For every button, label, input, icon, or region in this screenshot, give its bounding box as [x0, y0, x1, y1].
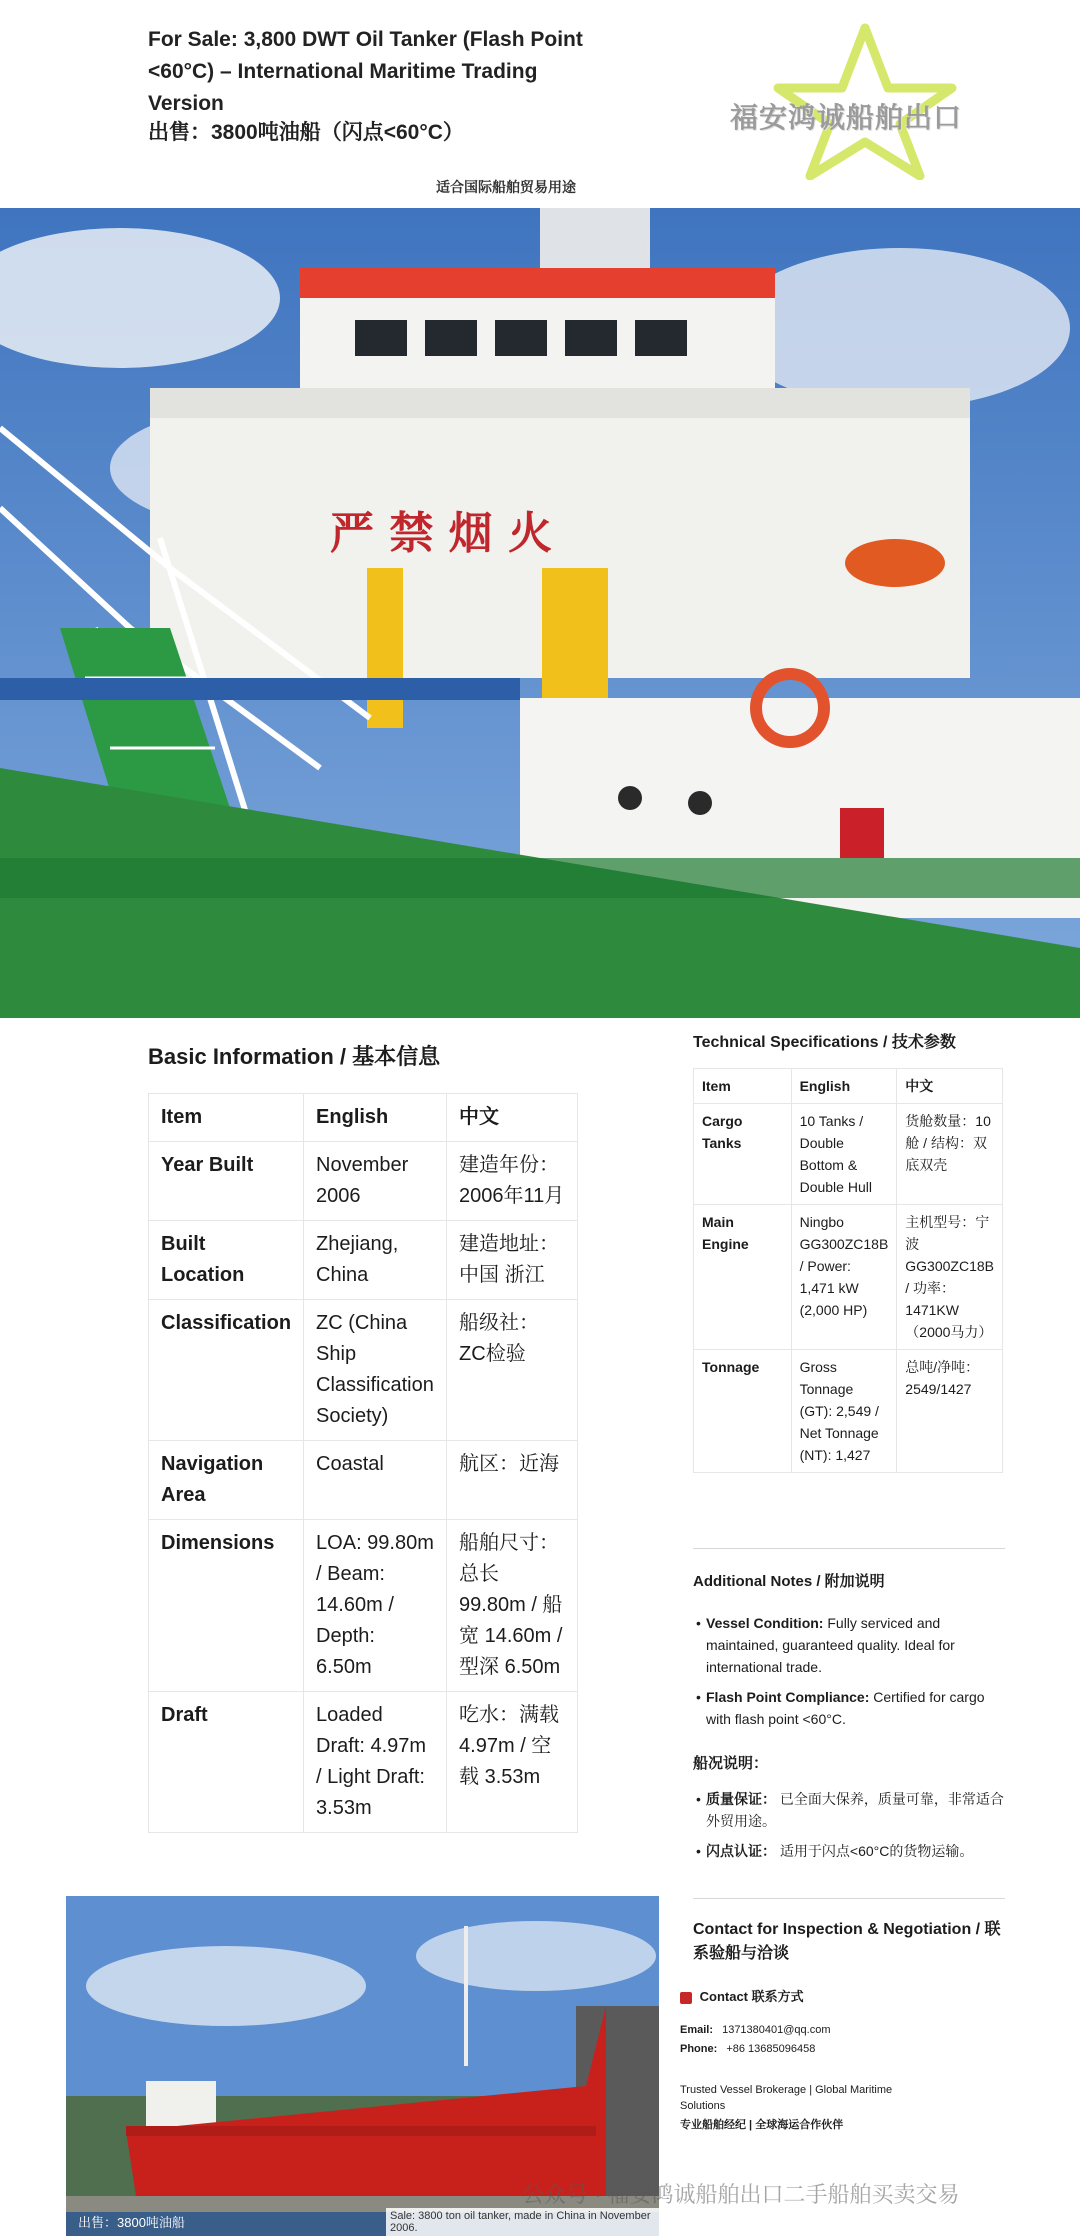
- tech-specs-heading: Technical Specifications / 技术参数: [693, 1034, 956, 1051]
- row-chinese: 总吨/净吨：2549/1427: [897, 1350, 1003, 1473]
- table-row: [149, 1142, 578, 1221]
- listing-subtitle: 适合国际船舶贸易用途: [436, 179, 576, 195]
- basic-info-heading: Basic Information / 基本信息: [148, 1044, 441, 1069]
- email-link[interactable]: 1371380401@qq.com: [722, 2024, 831, 2036]
- bullet-icon: •: [696, 1615, 701, 1631]
- table-row: [149, 1221, 578, 1300]
- row-item: Draft: [149, 1692, 304, 1833]
- table-header-row: [694, 1069, 1003, 1104]
- email-line: [680, 2024, 831, 2036]
- column-header: 中文: [897, 1069, 1003, 1104]
- contact-card-icon: [680, 1992, 692, 2004]
- row-chinese: 船舶尺寸：总长 99.80m / 船宽 14.60m / 型深 6.50m: [447, 1520, 578, 1692]
- row-item: Navigation Area: [149, 1441, 304, 1520]
- bullet-icon: •: [696, 1689, 701, 1705]
- brand-name: 福安鸿诚船舶出口: [730, 102, 963, 133]
- no-smoking-sign: 严 禁 烟 火: [330, 508, 552, 559]
- table-row: [694, 1350, 1003, 1473]
- contact-subheading-label: Contact 联系方式: [699, 1989, 804, 2004]
- row-english: Gross Tonnage (GT): 2,549 / Net Tonnage (NT): 1,427: [791, 1350, 897, 1473]
- note-label: Vessel Condition:: [706, 1615, 824, 1631]
- tagline-en: Trusted Vessel Brokerage | Global Maritime Solutions: [680, 2084, 893, 2112]
- zh-notes-list: [696, 1788, 1006, 1870]
- listing-title-zh: 出售：3800吨油船（闪点<60°C）: [148, 121, 464, 144]
- additional-notes-list: [696, 1612, 1006, 1738]
- note-text: 适用于闪点<60°C的货物运输。: [779, 1843, 974, 1859]
- row-chinese: 吃水：满载 4.97m / 空载 3.53m: [447, 1692, 578, 1833]
- row-item: Classification: [149, 1300, 304, 1441]
- row-english: Coastal: [304, 1441, 447, 1520]
- photo-caption-en: Sale: 3800 ton oil tanker, made in China in November 2006.: [386, 2208, 662, 2236]
- table-row: [149, 1692, 578, 1833]
- row-item: Year Built: [149, 1142, 304, 1221]
- column-header: English: [791, 1069, 897, 1104]
- phone-line: [680, 2043, 815, 2055]
- list-item: [696, 1612, 1006, 1678]
- row-chinese: 船级社：ZC检验: [447, 1300, 578, 1441]
- row-english: Ningbo GG300ZC18B / Power: 1,471 kW (2,000 HP): [791, 1205, 897, 1350]
- row-item: Built Location: [149, 1221, 304, 1300]
- section-divider: [693, 1548, 1005, 1549]
- table-row: [694, 1104, 1003, 1205]
- row-chinese: 航区：近海: [447, 1441, 578, 1520]
- zh-notes-heading: 船况说明：: [693, 1755, 769, 1772]
- row-item: Main Engine: [694, 1205, 792, 1350]
- tech-specs-table: [693, 1068, 1003, 1473]
- basic-info-table: [148, 1093, 578, 1833]
- list-item: [696, 1840, 1006, 1862]
- table-row: [149, 1441, 578, 1520]
- bullet-icon: •: [696, 1843, 701, 1859]
- table-row: [149, 1300, 578, 1441]
- table-row: [149, 1520, 578, 1692]
- account-watermark: 公众号 · 福安鸿诚船舶出口二手船舶买卖交易: [522, 2182, 960, 2207]
- note-label: 闪点认证：: [706, 1843, 776, 1859]
- row-chinese: 主机型号：宁波 GG300ZC18B / 功率：1471KW（2000马力）: [897, 1205, 1003, 1350]
- list-item: [696, 1788, 1006, 1832]
- note-text: 已全面大保养，质量可靠，非常适合外贸用途。: [706, 1791, 1004, 1829]
- contact-heading: Contact for Inspection & Negotiation / 联系验船与洽谈: [693, 1921, 1001, 1962]
- row-english: November 2006: [304, 1142, 447, 1221]
- photo-caption-zh: 出售：3800吨油船: [78, 2215, 185, 2230]
- tagline-zh: 专业船舶经纪 | 全球海运合作伙伴: [680, 2119, 844, 2131]
- column-header: Item: [694, 1069, 792, 1104]
- section-divider: [693, 1898, 1005, 1899]
- column-header: Item: [149, 1094, 304, 1142]
- contact-subheading: [680, 1986, 804, 2005]
- row-item: Dimensions: [149, 1520, 304, 1692]
- phone-link[interactable]: +86 13685096458: [726, 2043, 816, 2055]
- note-text: Fully serviced and maintained, guaranteed quality. Ideal for international trade.: [706, 1615, 955, 1675]
- list-item: [696, 1686, 1006, 1730]
- table-header-row: [149, 1094, 578, 1142]
- listing-title-en: For Sale: 3,800 DWT Oil Tanker (Flash Point <60°C) – International Maritime Trading Version: [148, 28, 583, 115]
- row-english: ZC (China Ship Classification Society): [304, 1300, 447, 1441]
- row-chinese: 建造地址：中国 浙江: [447, 1221, 578, 1300]
- row-item: Tonnage: [694, 1350, 792, 1473]
- note-label: 质量保证：: [706, 1791, 776, 1807]
- bullet-icon: •: [696, 1791, 701, 1807]
- row-english: Loaded Draft: 4.97m / Light Draft: 3.53m: [304, 1692, 447, 1833]
- row-chinese: 建造年份：2006年11月: [447, 1142, 578, 1221]
- note-label: Flash Point Compliance:: [706, 1689, 870, 1705]
- row-chinese: 货舱数量：10舱 / 结构：双底双壳: [897, 1104, 1003, 1205]
- additional-notes-heading: Additional Notes / 附加说明: [693, 1573, 885, 1590]
- column-header: 中文: [447, 1094, 578, 1142]
- row-english: Zhejiang, China: [304, 1221, 447, 1300]
- email-label: Email:: [680, 2024, 714, 2036]
- note-text: Certified for cargo with flash point <60°C.: [706, 1689, 985, 1727]
- hero-tanker-photo: [0, 208, 1080, 1018]
- row-english: LOA: 99.80m / Beam: 14.60m / Depth: 6.50m: [304, 1520, 447, 1692]
- table-row: [694, 1205, 1003, 1350]
- phone-label: Phone:: [680, 2043, 718, 2055]
- column-header: English: [304, 1094, 447, 1142]
- row-english: 10 Tanks / Double Bottom & Double Hull: [791, 1104, 897, 1205]
- row-item: Cargo Tanks: [694, 1104, 792, 1205]
